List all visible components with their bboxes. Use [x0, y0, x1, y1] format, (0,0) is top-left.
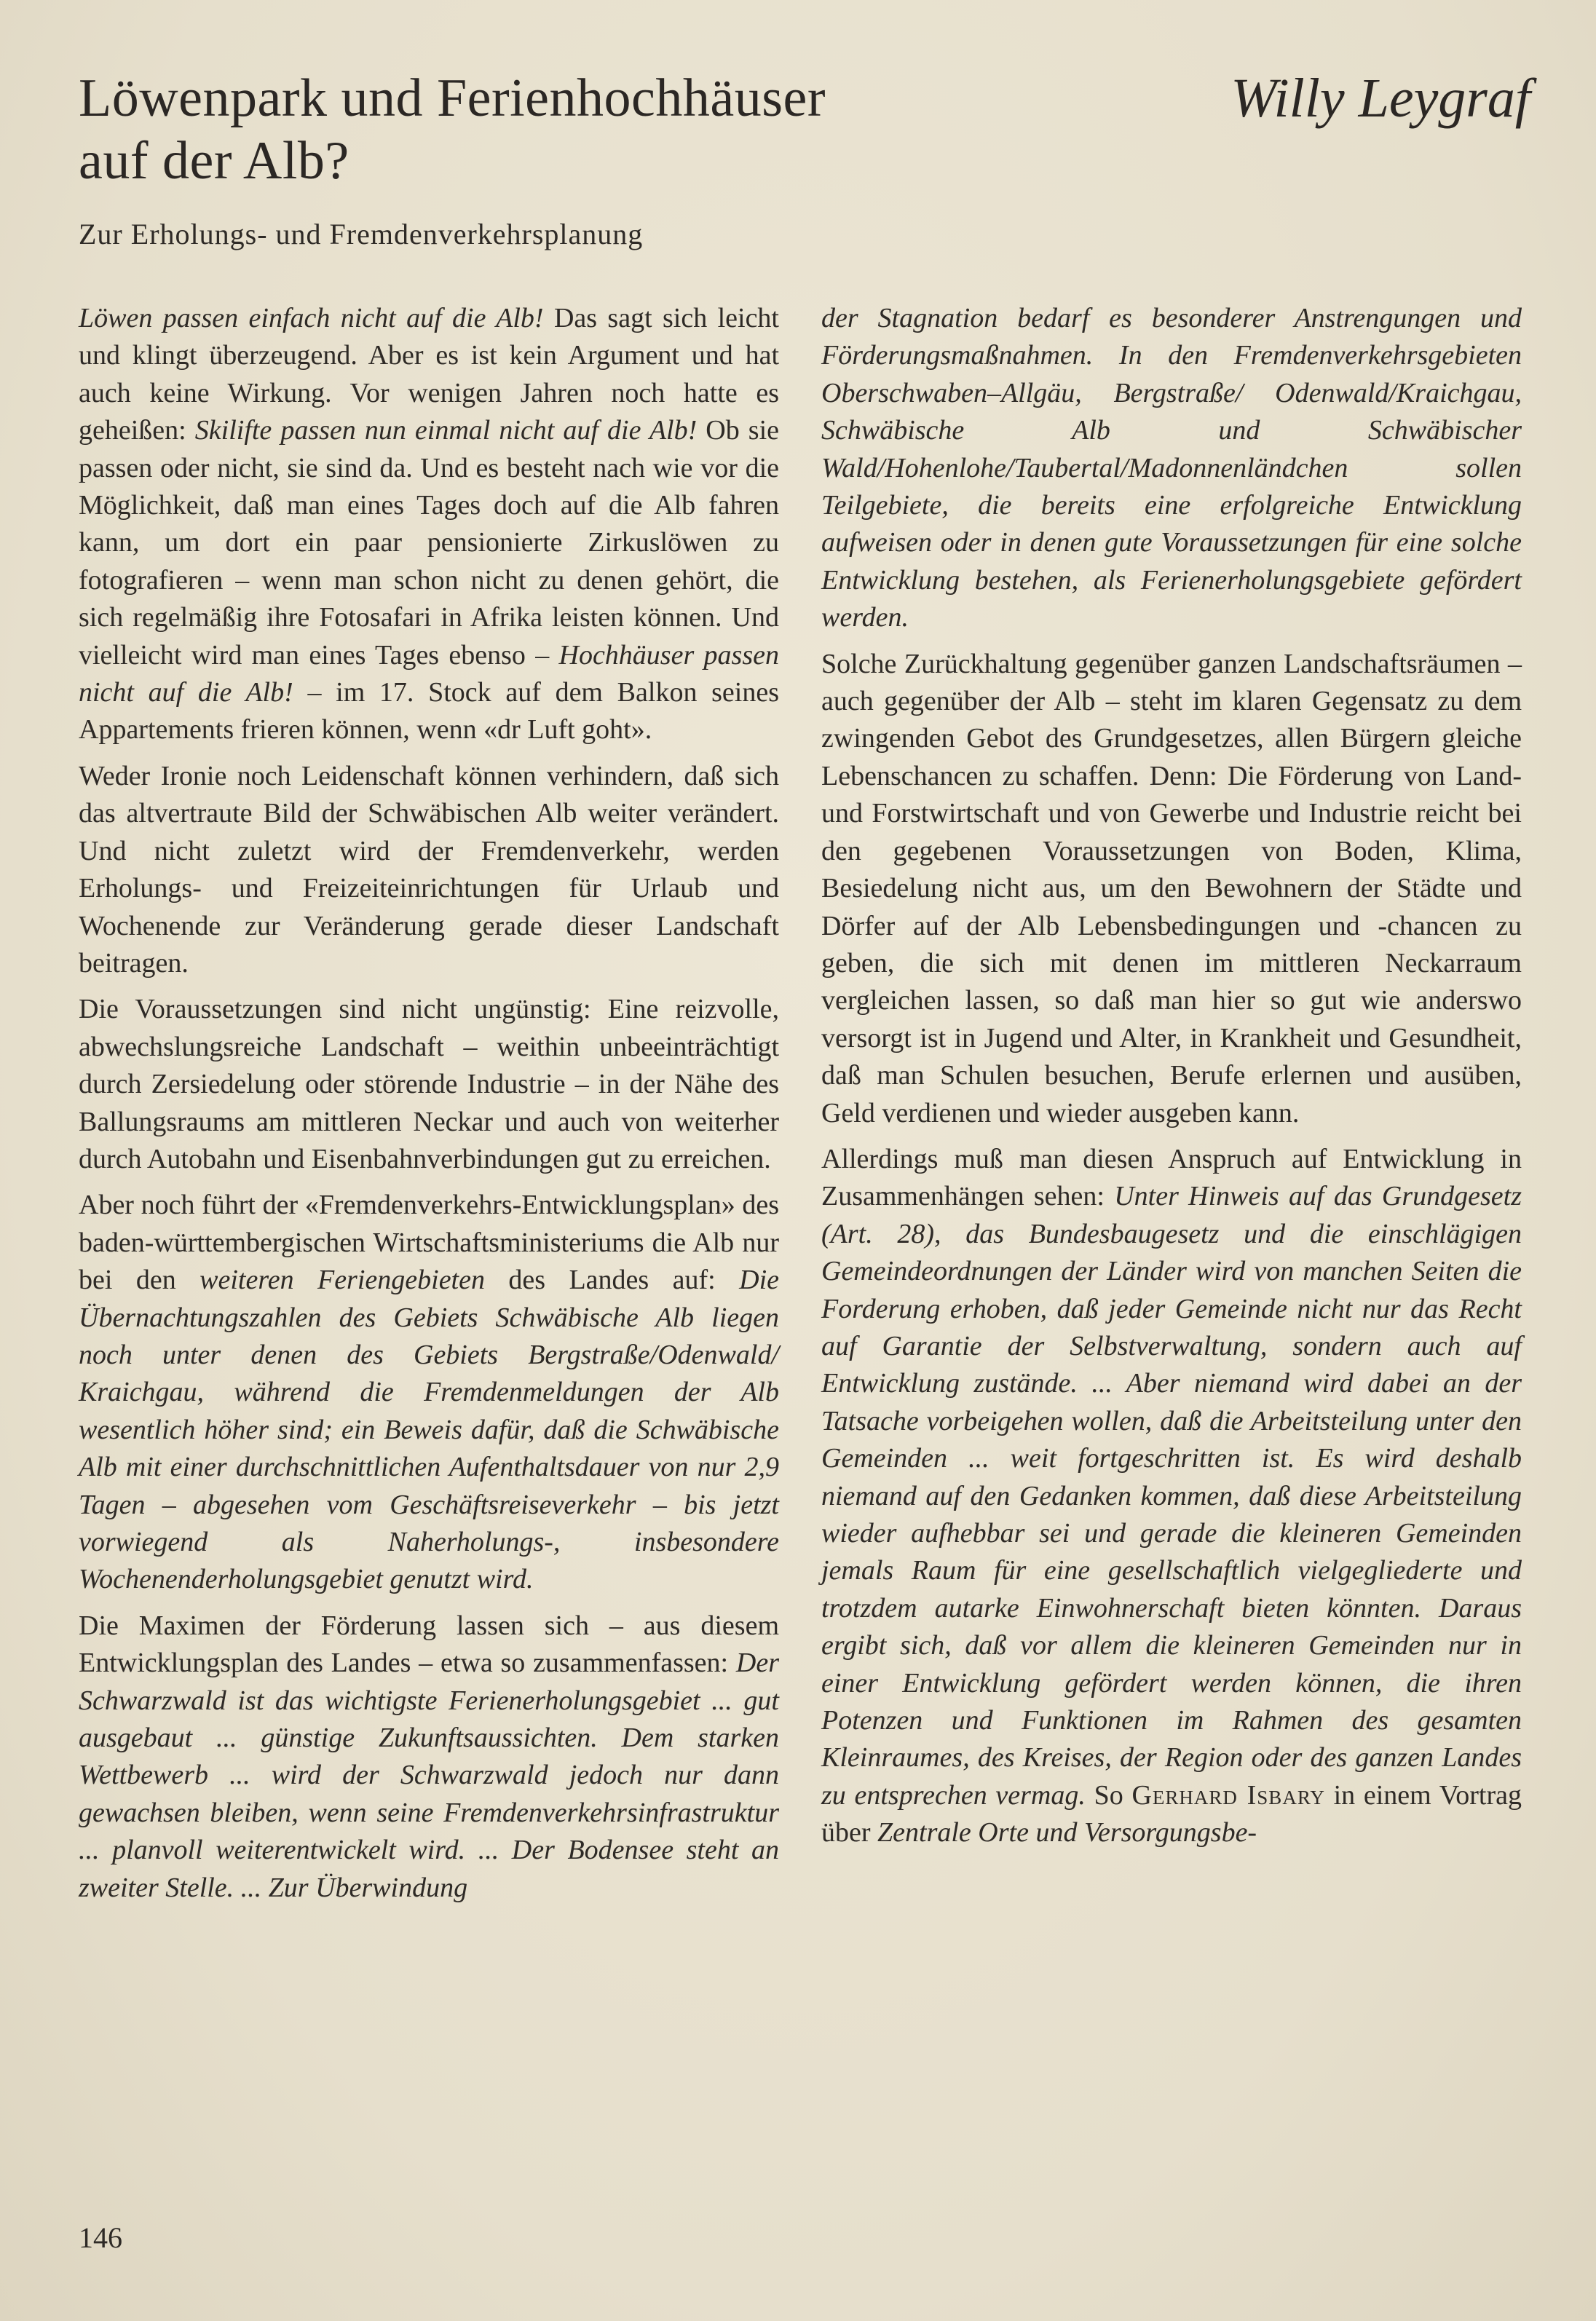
body-text: Ob sie passen oder nicht, sie sind da. Und es besteht nach wie vor die Möglichkeit, daß man eines Tages doch auf die Alb fahren kann, um dort ein paar pensionierte Zirkuslöwen zu fotografieren – wenn man schon nicht zu denen gehört, die sich regelmäßig ihre Fotosafari in Afrika leisten können. Und vielleicht wird man eines Tages ebenso –	[79, 415, 780, 671]
body-text: des Landes auf:	[484, 1265, 740, 1296]
body-text: – im 17. Stock auf dem Balkon seines Appartements frieren können, wenn «dr Luft goht».	[79, 677, 779, 746]
left-paragraph-2: Weder Ironie noch Leidenschaft können verhindern, daß sich das altvertraute Bild der Schwäbischen Alb weiter verändert. Und nicht zuletzt wird der Fremdenverkehr, werden Erholungs- und Freizeiteinrichtungen für Urlaub und Wochenende zur Veränderung gerade dieser Landschaft beitragen.	[79, 760, 779, 978]
article-title-line-2: auf der Alb?	[79, 131, 349, 191]
italic-quote: Zentrale Orte und Versorgungsbe-	[877, 1817, 1257, 1849]
page-number: 146	[79, 2221, 122, 2254]
right-paragraph-3	[821, 1141, 1522, 1852]
italic-quote: Hochhäuser passen nicht auf die Alb!	[79, 639, 779, 708]
italic-quote: der Stagnation bedarf es besonderer Anstrengungen und Förderungsmaßnahmen. In den Fremdenverkehrsgebieten Oberschwaben–Allgäu, Bergstraße/ Odenwald/Kraichgau, Schwäbische Alb und Schwäbischer Wald/Hohenlohe/Taubertal/Madonnenländchen sollen Teilgebiete, die bereits eine erfolgreiche Entwicklung aufweisen oder in denen gute Voraussetzungen für eine solche Entwicklung bestehen, als Ferienerholungsgebiete gefördert werden.	[821, 303, 1522, 633]
italic-quote: Der Schwarzwald ist das wichtigste Ferienerholungsgebiet ... gut ausgebaut ... günstige Zukunftsaussichten. Dem starken Wettbewerb ... wird der Schwarzwald jedoch nur dann gewachsen bleiben, wenn seine Fremdenverkehrsinfrastruktur ... planvoll weiterentwickelt wird. ... Der Bodensee steht an zweiter Stelle. ... Zur Überwindung	[79, 1648, 779, 1903]
body-text: in einem Vortrag über	[821, 1779, 1522, 1849]
left-paragraph-1	[79, 300, 779, 749]
body-text: So	[1085, 1779, 1132, 1811]
article-author: Willy Leygraf	[1230, 68, 1530, 129]
body-text: Das sagt sich leicht und klingt überzeugend. Aber es ist kein Argument und hat auch keine Wirkung. Vor wenigen Jahren noch hatte es geheißen:	[79, 303, 779, 446]
article-title-line-1: Löwenpark und Ferienhochhäuser	[79, 68, 826, 128]
italic-quote: Die Übernachtungszahlen des Gebiets Schwäbische Alb liegen noch unter denen des Gebiets Bergstraße/Odenwald/ Kraichgau, während die Fremdenmeldungen der Alb wesentlich höher sind; ein Beweis dafür, daß die Schwäbische Alb mit einer durchschnittlichen Aufenthaltsdauer von nur 2,9 Tagen – abgesehen vom Geschäftsreiseverkehr – bis jetzt vorwiegend als Naherholungs-, insbesondere Wochenenderholungsgebiet genutzt wird.	[79, 1265, 779, 1595]
right-paragraph-2: Solche Zurückhaltung gegenüber ganzen Landschaftsräumen – auch gegenüber der Alb – steht im klaren Gegensatz zu dem zwingenden Gebot des Grundgesetzes, allen Bürgern gleiche Lebenschancen zu schaffen. Denn: Die Förderung von Land- und Forstwirtschaft und von Gewerbe und Industrie reicht bei den gegebenen Voraussetzungen von Boden, Klima, Besiedelung nicht aus, um den Bewohnern der Städte und Dörfer auf der Alb Lebensbedingungen und -chancen zu geben, die sich mit denen im mittleren Neckarraum vergleichen lassen, so daß man hier so gut wie anderswo versorgt ist in Jugend und Alter, in Krankheit und Gesundheit, daß man Schulen besuchen, Berufe erlernen und ausüben, Geld verdienen und wieder ausgeben kann.	[821, 648, 1522, 1128]
body-text: Allerdings muß man diesen Anspruch auf Entwicklung in Zusammenhängen sehen:	[821, 1143, 1522, 1212]
body-text: Die Maximen der Förderung lassen sich – aus diesem Entwicklungsplan des Landes – etwa so zusammenfassen:	[79, 1610, 779, 1679]
right-column	[821, 300, 1522, 1861]
left-column	[79, 300, 779, 1915]
left-paragraph-4	[79, 1187, 779, 1598]
article-title	[79, 67, 1083, 192]
italic-quote: Löwen passen einfach nicht auf die Alb!	[79, 303, 544, 333]
italic-quote: Unter Hinweis auf das Grundgesetz (Art. 28), das Bundesbaugesetz und die einschlägigen Gemeindeordnungen der Länder wird von manchen Seiten die Forderung erhoben, daß jeder Gemeinde nicht nur das Recht auf Garantie der Selbstverwaltung, sondern auch auf Entwicklung zustände. ... Aber niemand wird dabei an der Tatsache vorbeigehen wollen, daß die Arbeitsteilung unter den Gemeinden ... weit fortgeschritten ist. Es wird deshalb niemand auf den Gedanken kommen, daß diese Arbeitsteilung wieder aufhebbar sei und gerade die kleineren Gemeinden jemals Raum für eine gesellschaftlich vielgegliederte und trotzdem autarke Einwohnerschaft bieten könnten. Daraus ergibt sich, daß vor allem die kleineren Gemeinden nur in einer Entwicklung gefördert werden können, die ihren Potenzen und Funktionen im Rahmen des gesamten Kleinraumes, des Kreises, der Region oder des ganzen Landes zu entsprechen vermag.	[821, 1181, 1522, 1811]
author-reference: Gerhard Isbary	[1131, 1779, 1325, 1811]
right-paragraph-1	[821, 300, 1522, 637]
left-paragraph-5	[79, 1608, 779, 1907]
body-text: Aber noch führt der «Fremdenverkehrs-Entwicklungsplan» des baden-württembergischen Wirtschaftsministeriums die Alb nur bei den	[79, 1190, 779, 1296]
italic-quote: Skilifte passen nun einmal nicht auf die Alb!	[194, 415, 698, 446]
italic-quote: weiteren Feriengebieten	[200, 1265, 485, 1296]
article-subtitle: Zur Erholungs- und Fremdenverkehrsplanung	[79, 218, 644, 250]
left-paragraph-3: Die Voraussetzungen sind nicht ungünstig: Eine reizvolle, abwechslungsreiche Landschaft – weithin unbeeinträchtigt durch Zersiedelung oder störende Industrie – in der Nähe des Ballungsraums am mittleren Neckar und auch von weiterher durch Autobahn und Eisenbahnverbindungen gut zu erreichen.	[79, 994, 779, 1174]
